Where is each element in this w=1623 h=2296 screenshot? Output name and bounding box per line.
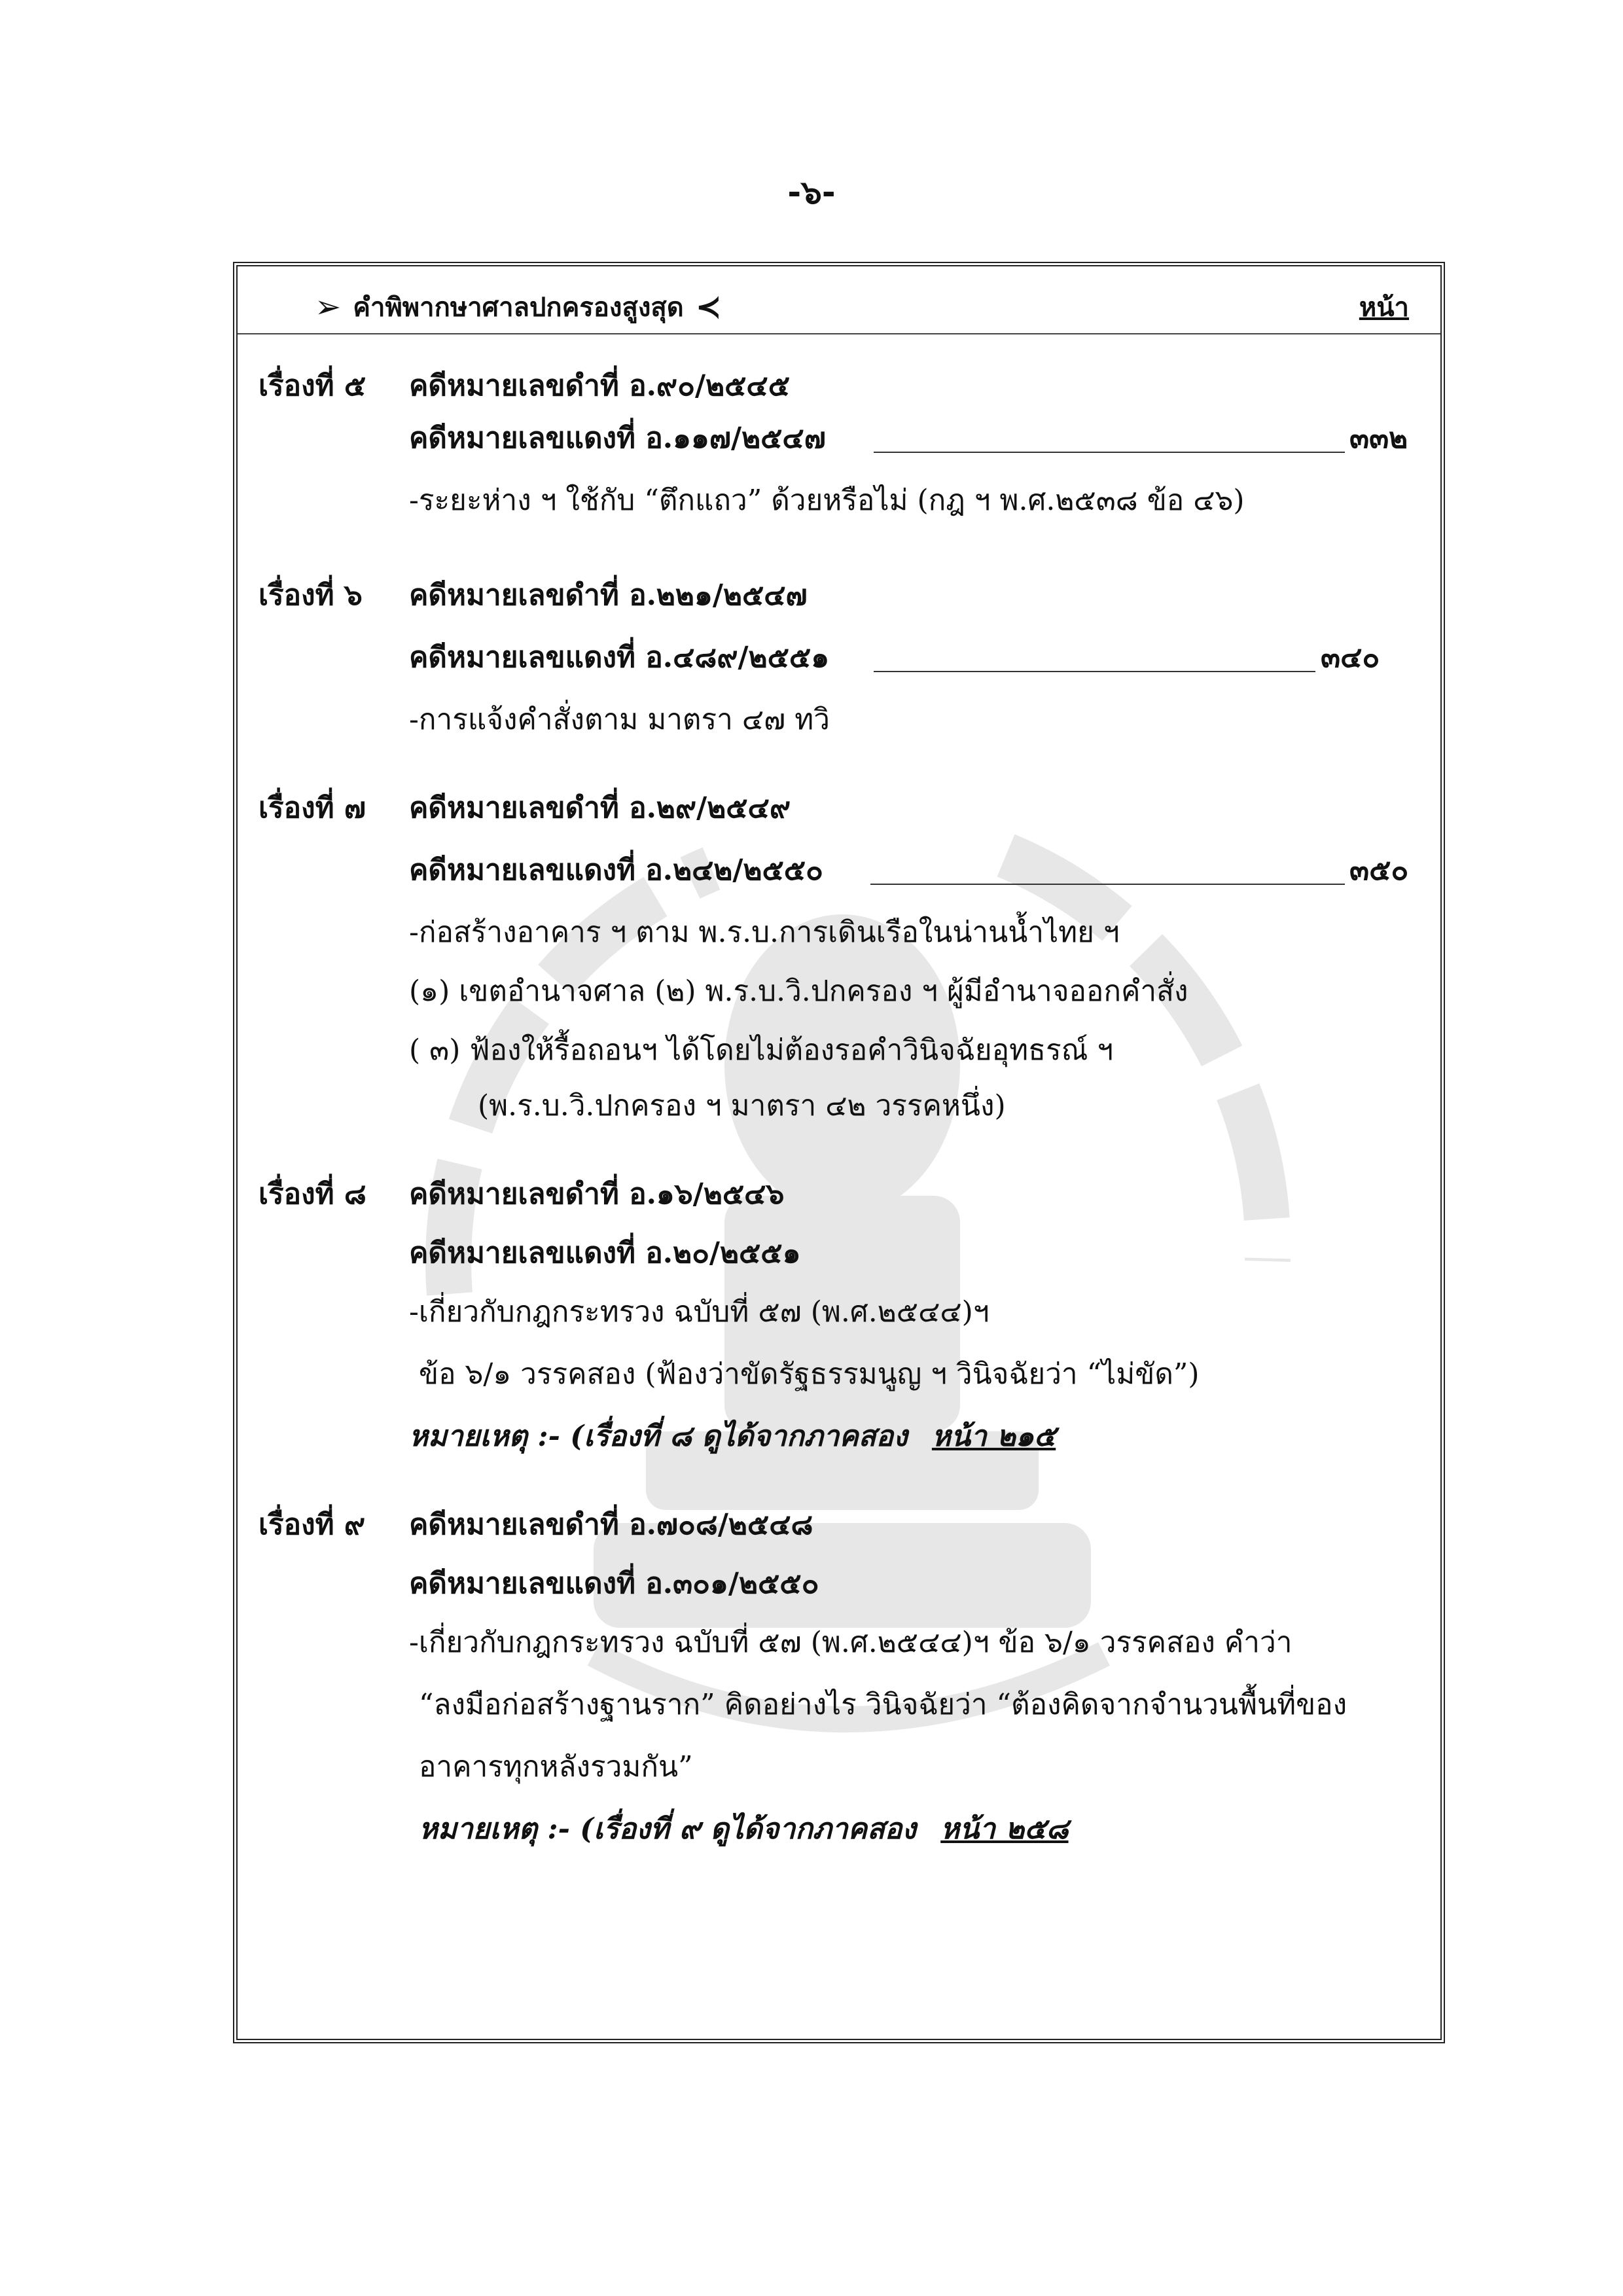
note-page-link: หน้า ๒๑๕ — [931, 1420, 1056, 1453]
entry-label: เรื่องที่ ๘ — [259, 1177, 366, 1211]
page-ref: ๓๔๐ — [1321, 641, 1380, 674]
black-case-number: คดีหมายเลขดำที่ อ.๗๐๘/๒๕๔๘ — [409, 1508, 813, 1541]
page-number: -๖- — [787, 173, 836, 211]
note-text: หมายเหตุ :- (เรื่องที่ ๙ ดูได้จากภาคสอง — [419, 1812, 916, 1846]
entry-note — [419, 1810, 1069, 1849]
header-title: คำพิพากษาศาลปกครองสูงสุด — [353, 293, 684, 323]
entry-description: ( ๓) ฟ้องให้รื้อถอนฯ ได้โดยไม่ต้องรอคำวินิจฉัยอุทธรณ์ ฯ — [409, 1033, 1114, 1067]
red-case-number: คดีหมายเลขแดงที่ อ.๑๑๗/๒๕๔๗ — [409, 422, 826, 455]
red-case-number: คดีหมายเลขแดงที่ อ.๒๐/๒๕๕๑ — [409, 1236, 801, 1270]
left-arrow-icon: ≺ — [695, 289, 722, 325]
black-case-number: คดีหมายเลขดำที่ อ.๒๙/๒๕๔๙ — [409, 791, 791, 825]
entry-label: เรื่องที่ ๗ — [259, 791, 366, 825]
black-case-number: คดีหมายเลขดำที่ อ.๙๐/๒๕๔๕ — [409, 369, 790, 403]
table-header — [238, 266, 1440, 334]
entry-label: เรื่องที่ ๙ — [259, 1508, 366, 1541]
entry-description: -เกี่ยวกับกฎกระทรวง ฉบับที่ ๕๗ (พ.ศ.๒๕๔๔)ฯ ข้อ ๖/๑ วรรคสอง คำว่า — [409, 1626, 1293, 1659]
entry-note — [409, 1417, 1056, 1456]
entry-description: “ลงมือก่อสร้างฐานราก” คิดอย่างไร วินิจฉัยว่า “ต้องคิดจากจำนวนพื้นที่ของ — [419, 1688, 1347, 1721]
note-page-link: หน้า ๒๕๘ — [940, 1812, 1069, 1846]
red-case-number: คดีหมายเลขแดงที่ อ.๒๔๒/๒๕๕๐ — [409, 853, 823, 887]
entry-description: -ก่อสร้างอาคาร ฯ ตาม พ.ร.บ.การเดินเรือในน่านน้ำไทย ฯ — [409, 916, 1120, 949]
entry-label: เรื่องที่ ๕ — [259, 369, 366, 403]
leader-line — [874, 452, 1345, 453]
leader-line — [870, 884, 1345, 885]
red-case-number: คดีหมายเลขแดงที่ อ.๓๐๑/๒๕๕๐ — [409, 1567, 819, 1600]
page-column-label: หน้า — [1359, 293, 1409, 323]
right-arrow-icon: ➢ — [315, 289, 342, 325]
red-case-number: คดีหมายเลขแดงที่ อ.๔๘๙/๒๕๕๑ — [409, 641, 830, 674]
page-ref: ๓๓๒ — [1349, 422, 1408, 455]
leader-line — [874, 671, 1315, 672]
entry-description: (๑) เขตอำนาจศาล (๒) พ.ร.บ.วิ.ปกครอง ฯ ผู้มีอำนาจออกคำสั่ง — [409, 975, 1188, 1008]
black-case-number: คดีหมายเลขดำที่ อ.๑๖/๒๕๔๖ — [409, 1177, 785, 1211]
entry-description: -ระยะห่าง ฯ ใช้กับ “ตึกแถว” ด้วยหรือไม่ (กฎ ฯ พ.ศ.๒๕๓๘ ข้อ ๔๖) — [409, 484, 1245, 517]
entry-description: ข้อ ๖/๑ วรรคสอง (ฟ้องว่าขัดรัฐธรรมนูญ ฯ วินิจฉัยว่า “ไม่ขัด”) — [419, 1357, 1200, 1391]
entry-description: (พ.ร.บ.วิ.ปกครอง ฯ มาตรา ๔๒ วรรคหนึ่ง) — [478, 1089, 1006, 1122]
note-text: หมายเหตุ :- (เรื่องที่ ๘ ดูได้จากภาคสอง — [409, 1420, 908, 1453]
page-ref: ๓๕๐ — [1349, 853, 1409, 887]
entry-description: -เกี่ยวกับกฎกระทรวง ฉบับที่ ๕๗ (พ.ศ.๒๕๔๔)ฯ — [409, 1295, 990, 1329]
contents-frame — [233, 262, 1445, 2043]
entry-label: เรื่องที่ ๖ — [259, 579, 363, 612]
entry-description: -การแจ้งคำสั่งตาม มาตรา ๔๗ ทวิ — [409, 703, 830, 736]
entry-description: อาคารทุกหลังรวมกัน” — [419, 1750, 693, 1784]
black-case-number: คดีหมายเลขดำที่ อ.๒๒๑/๒๕๔๗ — [409, 579, 808, 612]
